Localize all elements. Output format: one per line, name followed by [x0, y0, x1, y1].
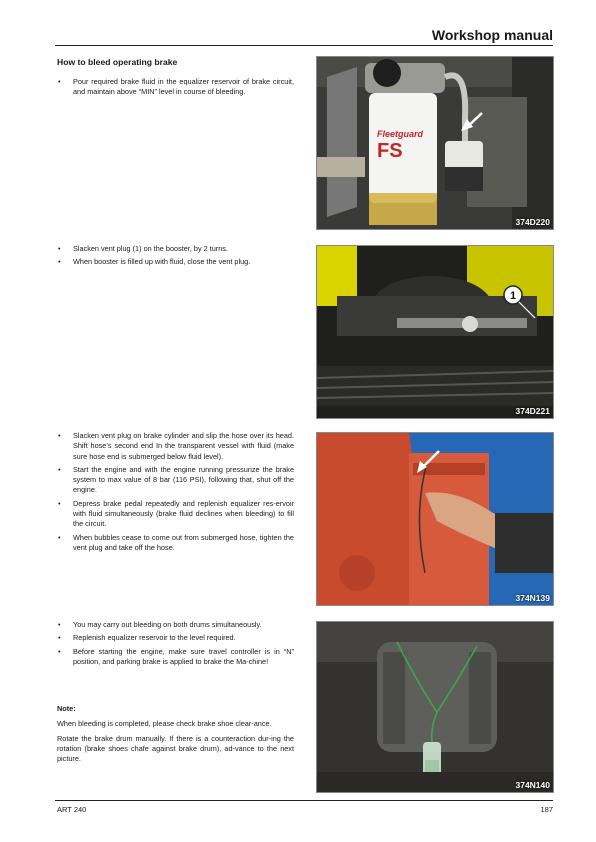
instruction-block-4 — [57, 620, 294, 670]
filter-model-label: FS — [377, 140, 403, 162]
instruction-block-3 — [57, 431, 294, 556]
photo-code: 374D220 — [515, 217, 550, 227]
photo-booster-vent — [316, 245, 554, 419]
booster-illustration — [317, 246, 553, 418]
footer-model: ART 240 — [57, 805, 87, 814]
bullet-item: • Slacken vent plug on brake cylinder and slip the hose over its head. Shift hose’s second end In the transparent vessel with fluid (make sure hose end is submerged below fluid level). — [57, 431, 294, 462]
brake-cylinder-illustration — [317, 433, 553, 605]
section-title: How to bleed operating brake — [57, 57, 178, 67]
page-number: 187 — [540, 805, 553, 814]
bullet-item: • Replenish equalizer reservoir to the level required. — [57, 633, 294, 643]
photo-drum-bleeding — [316, 621, 554, 793]
bullet-item: • When booster is filled up with fluid, close the vent plug. — [57, 257, 294, 267]
photo-code: 374N139 — [515, 593, 550, 603]
bullet-item: • Before starting the engine, make sure travel controller is in “N” position, and parking brake is applied to brake the Ma-chine! — [57, 647, 294, 668]
reservoir-illustration — [317, 57, 553, 229]
bullet-item: • Slacken vent plug (1) on the booster, by 2 turns. — [57, 244, 294, 254]
note-paragraph: Rotate the brake drum manually. If there is a counteraction dur-ing the rotation (brake shoes chafe against brake drum), ad-vance to the next picture. — [57, 733, 294, 764]
header-title: Workshop manual — [431, 27, 553, 43]
photo-code: 374N140 — [515, 780, 550, 790]
note-block — [57, 704, 294, 768]
bullet-item: • You may carry out bleeding on both drums simultaneously. — [57, 620, 294, 630]
bullet-item: • When bubbles cease to come out from submerged hose, tighten the vent plug and take off the hose. — [57, 533, 294, 554]
header-rule — [55, 45, 553, 46]
bullet-item: • Start the engine and with the engine running pressurize the brake system to max value of 8 bar (116 PSI), following that, shut off the engine. — [57, 465, 294, 496]
photo-brake-cylinder — [316, 432, 554, 606]
filter-brand-label: Fleetguard — [377, 129, 424, 139]
photo-code: 374D221 — [515, 406, 550, 416]
note-title: Note: — [57, 704, 76, 713]
photo-brake-reservoir — [316, 56, 554, 230]
callout-number: 1 — [509, 290, 517, 302]
drum-bleeding-illustration — [317, 622, 553, 792]
instruction-block-2 — [57, 244, 294, 271]
note-paragraph: When bleeding is completed, please check brake shoe clear-ance. — [57, 719, 272, 729]
bullet-item: • Depress brake pedal repeatedly and replenish equalizer res-ervoir with fluid simultaneously (brake fluid declines when bleeding) to fill the circuit. — [57, 499, 294, 530]
bullet-item: • Pour required brake fluid in the equalizer reservoir of brake circuit, and maintain above “MIN” level in course of bleeding. — [57, 77, 294, 98]
instruction-block-1 — [57, 77, 294, 101]
footer-rule — [55, 800, 553, 801]
